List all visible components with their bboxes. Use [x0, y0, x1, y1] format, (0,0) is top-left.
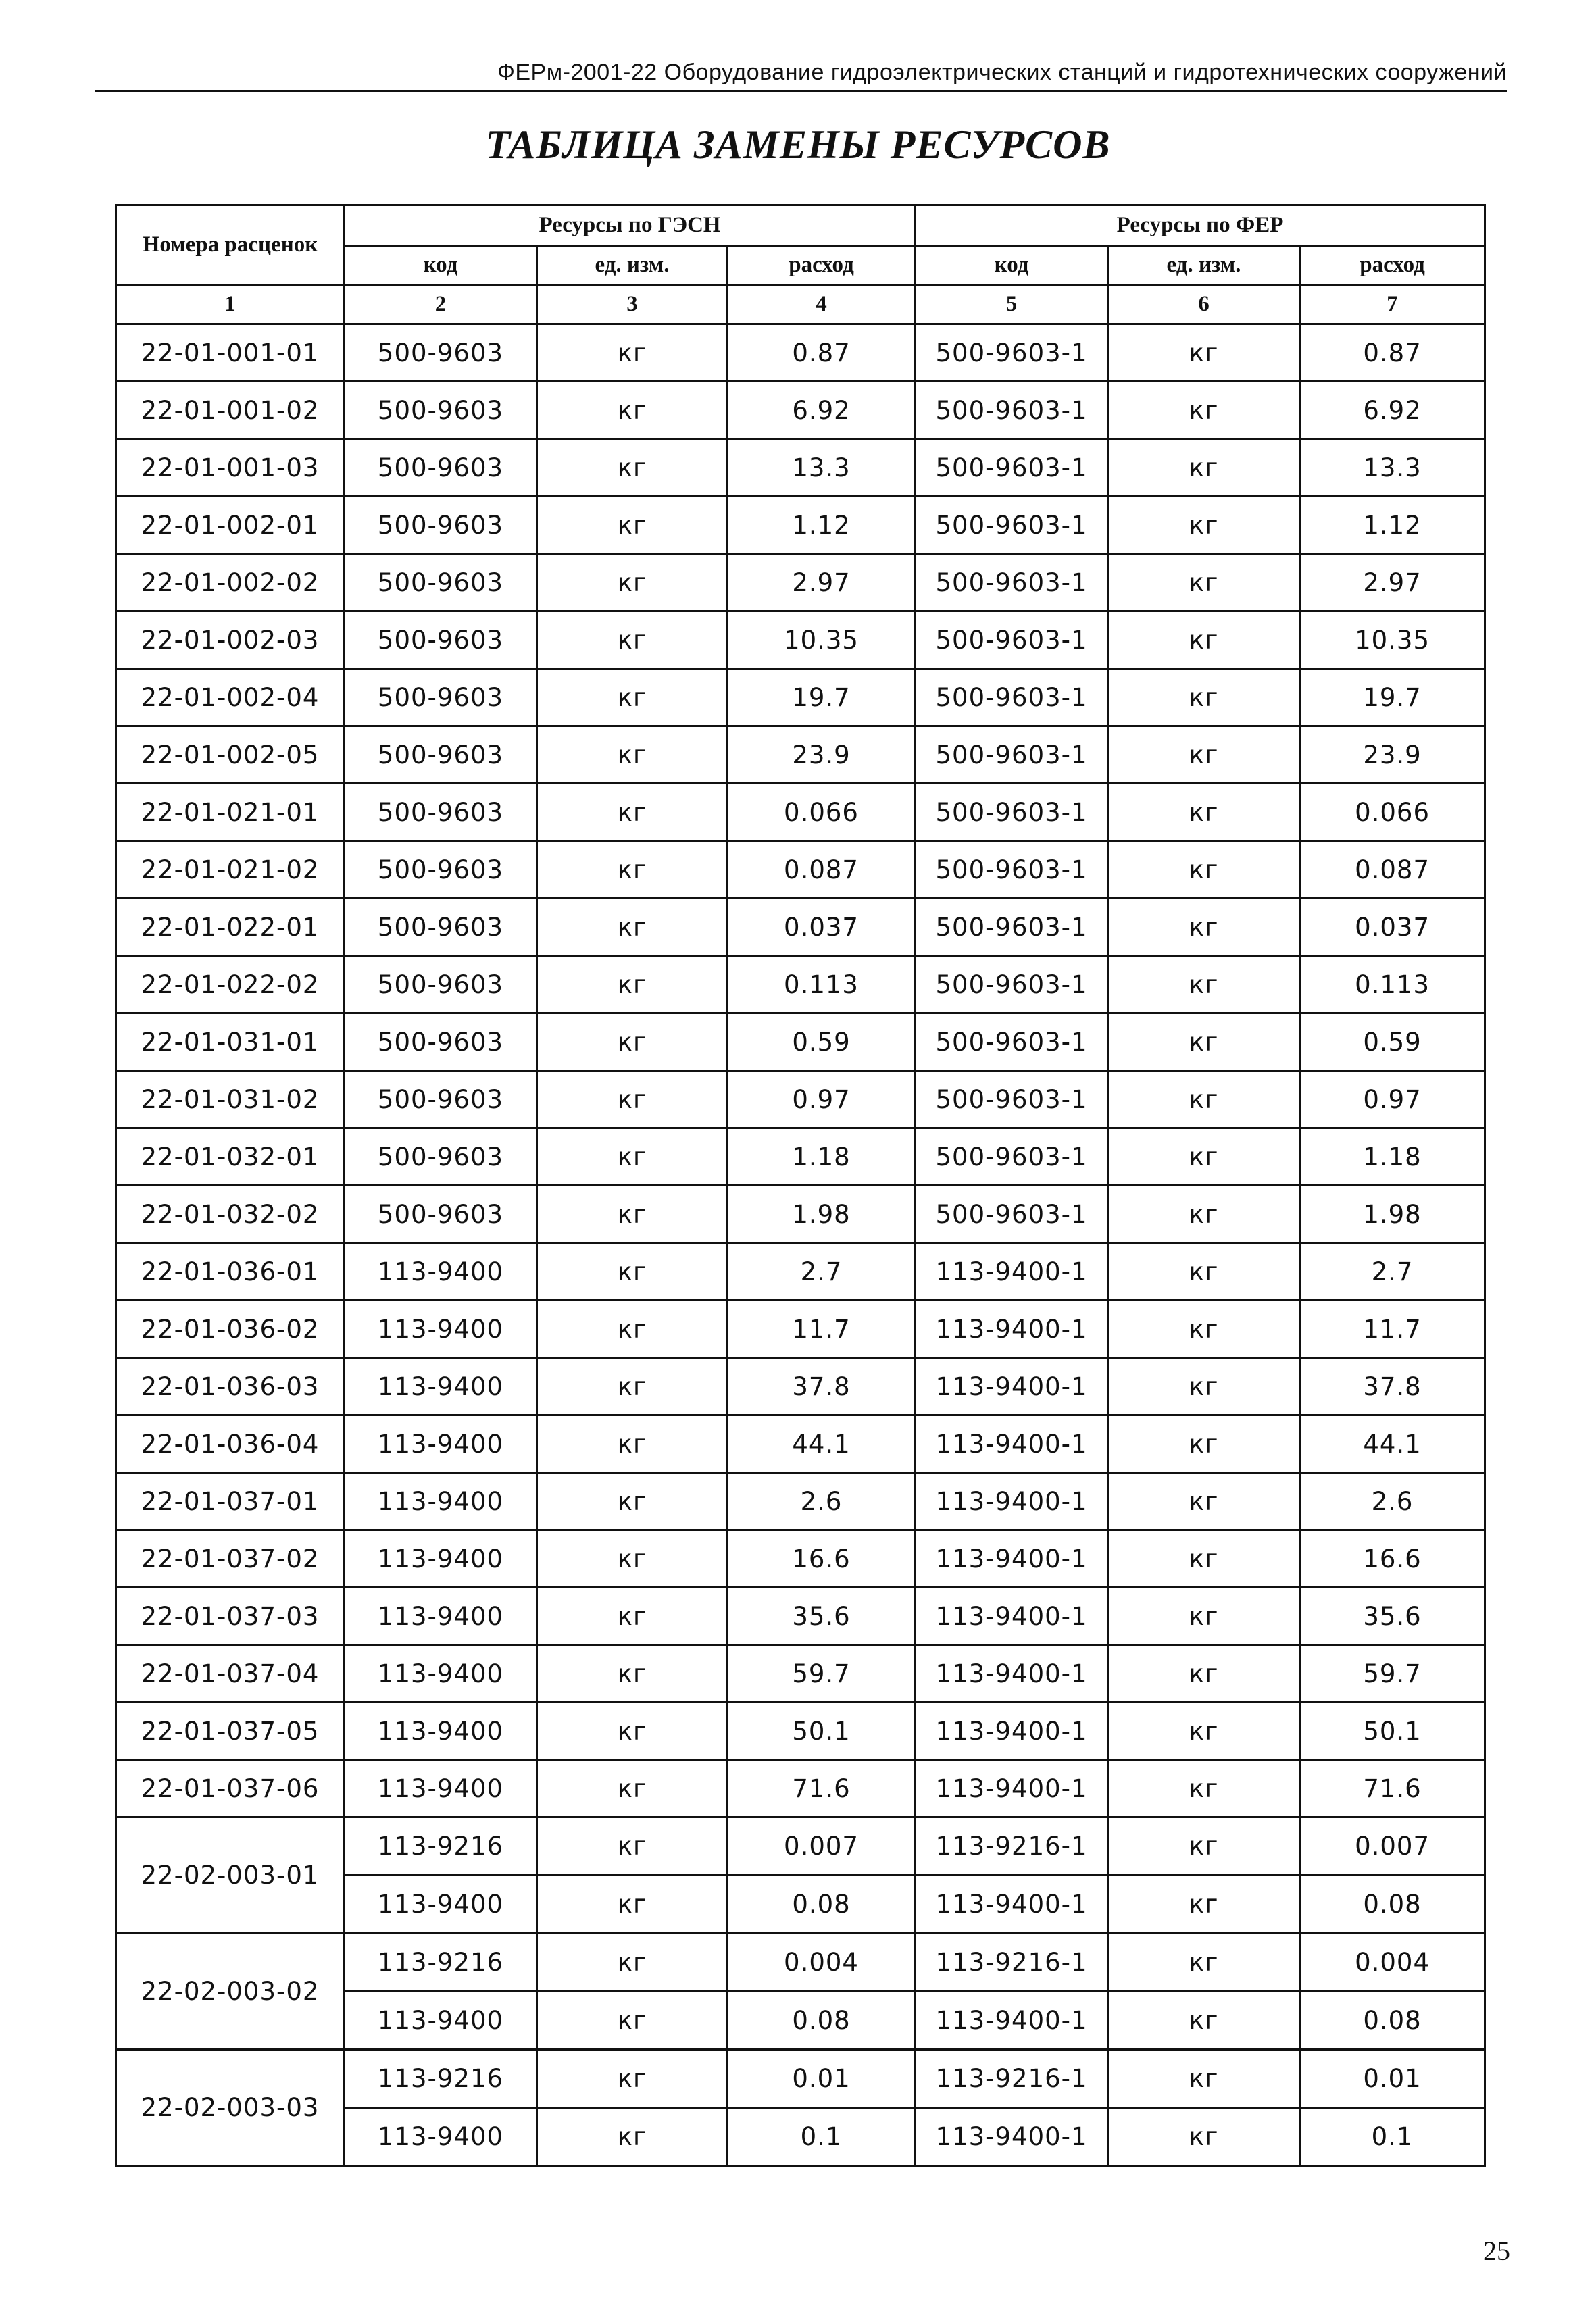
- fer-unit: кг: [1108, 324, 1300, 382]
- gesn-unit: кг: [537, 1817, 728, 1876]
- gesn-amount: 50.1: [728, 1703, 916, 1760]
- gesn-code: 113-9400: [345, 1358, 537, 1415]
- table-row: [116, 1934, 1485, 1992]
- gesn-amount: 11.7: [728, 1301, 916, 1358]
- gesn-unit: кг: [537, 439, 728, 497]
- gesn-unit: кг: [537, 1473, 728, 1530]
- table-row: [116, 784, 1485, 841]
- gesn-unit: кг: [537, 1128, 728, 1186]
- gesn-unit: кг: [537, 956, 728, 1013]
- rate-number: 22-01-001-01: [116, 324, 345, 382]
- table-row: [116, 726, 1485, 784]
- fer-code: 500-9603-1: [916, 1013, 1108, 1071]
- header-fer-resources: Ресурсы по ФЕР: [916, 205, 1485, 246]
- fer-unit: кг: [1108, 439, 1300, 497]
- gesn-unit: кг: [537, 1934, 728, 1992]
- gesn-amount: 59.7: [728, 1645, 916, 1703]
- rate-number: 22-01-036-02: [116, 1301, 345, 1358]
- fer-unit: кг: [1108, 1128, 1300, 1186]
- fer-amount: 2.6: [1300, 1473, 1485, 1530]
- gesn-code: 500-9603: [345, 956, 537, 1013]
- gesn-unit: кг: [537, 1530, 728, 1588]
- gesn-amount: 0.066: [728, 784, 916, 841]
- gesn-amount: 35.6: [728, 1588, 916, 1645]
- fer-code: 113-9400-1: [916, 1703, 1108, 1760]
- gesn-unit: кг: [537, 1992, 728, 2050]
- fer-unit: кг: [1108, 382, 1300, 439]
- gesn-unit: кг: [537, 2108, 728, 2166]
- fer-unit: кг: [1108, 1760, 1300, 1817]
- fer-amount: 11.7: [1300, 1301, 1485, 1358]
- fer-unit: кг: [1108, 1358, 1300, 1415]
- fer-unit: кг: [1108, 956, 1300, 1013]
- fer-unit: кг: [1108, 1013, 1300, 1071]
- table-row: [116, 554, 1485, 611]
- rate-number: 22-01-031-02: [116, 1071, 345, 1128]
- fer-unit: кг: [1108, 1817, 1300, 1876]
- fer-unit: кг: [1108, 1473, 1300, 1530]
- header-rate-numbers: Номера расценок: [116, 205, 345, 285]
- fer-code: 113-9400-1: [916, 1243, 1108, 1301]
- table-row: [116, 956, 1485, 1013]
- fer-amount: 71.6: [1300, 1760, 1485, 1817]
- gesn-amount: 1.12: [728, 497, 916, 554]
- gesn-unit: кг: [537, 611, 728, 669]
- fer-amount: 0.066: [1300, 784, 1485, 841]
- rate-number: 22-02-003-03: [116, 2050, 345, 2166]
- fer-amount: 0.01: [1300, 2050, 1485, 2108]
- rate-number: 22-01-032-02: [116, 1186, 345, 1243]
- fer-code: 113-9400-1: [916, 1588, 1108, 1645]
- gesn-code: 113-9400: [345, 2108, 537, 2166]
- fer-unit: кг: [1108, 899, 1300, 956]
- gesn-unit: кг: [537, 784, 728, 841]
- table-row: [116, 1645, 1485, 1703]
- fer-code: 113-9400-1: [916, 1645, 1108, 1703]
- fer-code: 113-9400-1: [916, 1876, 1108, 1934]
- fer-amount: 0.97: [1300, 1071, 1485, 1128]
- table-row: [116, 1588, 1485, 1645]
- table-row: [116, 1530, 1485, 1588]
- table-row: [116, 1703, 1485, 1760]
- fer-code: 500-9603-1: [916, 382, 1108, 439]
- fer-code: 500-9603-1: [916, 324, 1108, 382]
- fer-amount: 0.59: [1300, 1013, 1485, 1071]
- gesn-unit: кг: [537, 497, 728, 554]
- gesn-amount: 2.7: [728, 1243, 916, 1301]
- fer-unit: кг: [1108, 1186, 1300, 1243]
- gesn-unit: кг: [537, 1760, 728, 1817]
- gesn-amount: 37.8: [728, 1358, 916, 1415]
- gesn-amount: 0.113: [728, 956, 916, 1013]
- table-row: [116, 1128, 1485, 1186]
- gesn-code: 113-9400: [345, 1243, 537, 1301]
- gesn-unit: кг: [537, 1415, 728, 1473]
- column-number: 6: [1108, 285, 1300, 324]
- fer-unit: кг: [1108, 784, 1300, 841]
- fer-amount: 44.1: [1300, 1415, 1485, 1473]
- fer-code: 500-9603-1: [916, 439, 1108, 497]
- running-header: ФЕРм-2001-22 Оборудование гидроэлектрических станций и гидротехнических сооружений: [95, 59, 1507, 92]
- table-row: [116, 1013, 1485, 1071]
- rate-number: 22-01-001-03: [116, 439, 345, 497]
- fer-unit: кг: [1108, 1071, 1300, 1128]
- table-row: [116, 899, 1485, 956]
- gesn-amount: 44.1: [728, 1415, 916, 1473]
- gesn-amount: 23.9: [728, 726, 916, 784]
- gesn-code: 113-9400: [345, 1992, 537, 2050]
- rate-number: 22-01-036-01: [116, 1243, 345, 1301]
- fer-code: 500-9603-1: [916, 1071, 1108, 1128]
- rate-number: 22-01-037-04: [116, 1645, 345, 1703]
- gesn-unit: кг: [537, 1876, 728, 1934]
- table-row: [116, 1473, 1485, 1530]
- fer-code: 113-9216-1: [916, 1817, 1108, 1876]
- fer-unit: кг: [1108, 2050, 1300, 2108]
- fer-amount: 1.98: [1300, 1186, 1485, 1243]
- gesn-code: 500-9603: [345, 1186, 537, 1243]
- page-number: 25: [1483, 2236, 1510, 2266]
- gesn-amount: 0.08: [728, 1992, 916, 2050]
- gesn-code: 113-9400: [345, 1703, 537, 1760]
- fer-code: 500-9603-1: [916, 1186, 1108, 1243]
- rate-number: 22-01-032-01: [116, 1128, 345, 1186]
- fer-amount: 0.87: [1300, 324, 1485, 382]
- fer-code: 500-9603-1: [916, 554, 1108, 611]
- gesn-code: 500-9603: [345, 611, 537, 669]
- gesn-unit: кг: [537, 1186, 728, 1243]
- header-gesn-code: код: [345, 246, 537, 285]
- fer-code: 113-9400-1: [916, 1358, 1108, 1415]
- table-row: [116, 497, 1485, 554]
- rate-number: 22-01-037-01: [116, 1473, 345, 1530]
- rate-number: 22-01-002-01: [116, 497, 345, 554]
- gesn-amount: 19.7: [728, 669, 916, 726]
- table-row: [116, 611, 1485, 669]
- gesn-amount: 6.92: [728, 382, 916, 439]
- fer-code: 113-9400-1: [916, 2108, 1108, 2166]
- table-row: [116, 1358, 1485, 1415]
- gesn-unit: кг: [537, 726, 728, 784]
- fer-amount: 23.9: [1300, 726, 1485, 784]
- header-fer-amount: расход: [1300, 246, 1485, 285]
- gesn-code: 113-9216: [345, 2050, 537, 2108]
- rate-number: 22-01-002-04: [116, 669, 345, 726]
- fer-unit: кг: [1108, 1301, 1300, 1358]
- fer-amount: 0.08: [1300, 1876, 1485, 1934]
- fer-unit: кг: [1108, 2108, 1300, 2166]
- table-row: [116, 841, 1485, 899]
- gesn-code: 113-9400: [345, 1645, 537, 1703]
- rate-number: 22-02-003-02: [116, 1934, 345, 2050]
- table-row: [116, 1071, 1485, 1128]
- rate-number: 22-01-002-02: [116, 554, 345, 611]
- gesn-code: 113-9216: [345, 1817, 537, 1876]
- fer-unit: кг: [1108, 1876, 1300, 1934]
- fer-code: 113-9400-1: [916, 1760, 1108, 1817]
- table-row: [116, 324, 1485, 382]
- fer-code: 113-9400-1: [916, 1473, 1108, 1530]
- fer-amount: 19.7: [1300, 669, 1485, 726]
- gesn-code: 500-9603: [345, 497, 537, 554]
- fer-amount: 16.6: [1300, 1530, 1485, 1588]
- fer-unit: кг: [1108, 554, 1300, 611]
- fer-code: 500-9603-1: [916, 1128, 1108, 1186]
- rate-number: 22-01-001-02: [116, 382, 345, 439]
- gesn-unit: кг: [537, 324, 728, 382]
- fer-unit: кг: [1108, 1703, 1300, 1760]
- header-fer-unit: ед. изм.: [1108, 246, 1300, 285]
- fer-unit: кг: [1108, 841, 1300, 899]
- gesn-code: 113-9400: [345, 1760, 537, 1817]
- column-number: 1: [116, 285, 345, 324]
- rate-number: 22-01-021-02: [116, 841, 345, 899]
- gesn-amount: 2.97: [728, 554, 916, 611]
- fer-unit: кг: [1108, 1645, 1300, 1703]
- rate-number: 22-01-002-05: [116, 726, 345, 784]
- column-number: 2: [345, 285, 537, 324]
- fer-code: 113-9400-1: [916, 1530, 1108, 1588]
- fer-code: 113-9400-1: [916, 1992, 1108, 2050]
- fer-code: 113-9216-1: [916, 2050, 1108, 2108]
- gesn-code: 500-9603: [345, 1128, 537, 1186]
- gesn-unit: кг: [537, 554, 728, 611]
- gesn-unit: кг: [537, 841, 728, 899]
- fer-amount: 1.12: [1300, 497, 1485, 554]
- gesn-amount: 0.59: [728, 1013, 916, 1071]
- rate-number: 22-01-022-02: [116, 956, 345, 1013]
- gesn-code: 113-9400: [345, 1876, 537, 1934]
- fer-code: 500-9603-1: [916, 956, 1108, 1013]
- gesn-amount: 1.98: [728, 1186, 916, 1243]
- fer-unit: кг: [1108, 669, 1300, 726]
- gesn-amount: 16.6: [728, 1530, 916, 1588]
- fer-amount: 0.08: [1300, 1992, 1485, 2050]
- page-title: ТАБЛИЦА ЗАМЕНЫ РЕСУРСОВ: [485, 122, 1111, 167]
- gesn-code: 500-9603: [345, 439, 537, 497]
- gesn-amount: 0.004: [728, 1934, 916, 1992]
- fer-unit: кг: [1108, 1415, 1300, 1473]
- gesn-unit: кг: [537, 2050, 728, 2108]
- fer-unit: кг: [1108, 1530, 1300, 1588]
- table-row: [116, 2050, 1485, 2108]
- fer-unit: кг: [1108, 1992, 1300, 2050]
- fer-amount: 0.1: [1300, 2108, 1485, 2166]
- fer-amount: 0.004: [1300, 1934, 1485, 1992]
- gesn-amount: 1.18: [728, 1128, 916, 1186]
- gesn-code: 500-9603: [345, 1071, 537, 1128]
- gesn-code: 500-9603: [345, 784, 537, 841]
- gesn-amount: 0.01: [728, 2050, 916, 2108]
- gesn-code: 113-9400: [345, 1588, 537, 1645]
- fer-code: 113-9400-1: [916, 1301, 1108, 1358]
- gesn-amount: 10.35: [728, 611, 916, 669]
- gesn-unit: кг: [537, 1703, 728, 1760]
- table-row: [116, 669, 1485, 726]
- gesn-unit: кг: [537, 1013, 728, 1071]
- fer-amount: 35.6: [1300, 1588, 1485, 1645]
- fer-code: 500-9603-1: [916, 726, 1108, 784]
- gesn-amount: 0.87: [728, 324, 916, 382]
- gesn-unit: кг: [537, 1071, 728, 1128]
- gesn-amount: 0.007: [728, 1817, 916, 1876]
- fer-code: 500-9603-1: [916, 899, 1108, 956]
- table-row: [116, 1415, 1485, 1473]
- column-number: 7: [1300, 285, 1485, 324]
- rate-number: 22-01-037-05: [116, 1703, 345, 1760]
- fer-amount: 13.3: [1300, 439, 1485, 497]
- gesn-unit: кг: [537, 382, 728, 439]
- gesn-code: 500-9603: [345, 669, 537, 726]
- fer-amount: 0.087: [1300, 841, 1485, 899]
- resource-replacement-table: [115, 204, 1486, 2167]
- rate-number: 22-01-037-06: [116, 1760, 345, 1817]
- fer-code: 500-9603-1: [916, 497, 1108, 554]
- gesn-amount: 13.3: [728, 439, 916, 497]
- fer-amount: 2.7: [1300, 1243, 1485, 1301]
- fer-unit: кг: [1108, 1243, 1300, 1301]
- table-row: [116, 1817, 1485, 1876]
- rate-number: 22-01-022-01: [116, 899, 345, 956]
- gesn-amount: 0.037: [728, 899, 916, 956]
- fer-amount: 0.037: [1300, 899, 1485, 956]
- header-fer-code: код: [916, 246, 1108, 285]
- gesn-code: 113-9400: [345, 1473, 537, 1530]
- gesn-amount: 0.087: [728, 841, 916, 899]
- gesn-unit: кг: [537, 1243, 728, 1301]
- gesn-unit: кг: [537, 899, 728, 956]
- table-row: [116, 382, 1485, 439]
- gesn-code: 113-9216: [345, 1934, 537, 1992]
- fer-amount: 59.7: [1300, 1645, 1485, 1703]
- table-row: [116, 439, 1485, 497]
- rate-number: 22-02-003-01: [116, 1817, 345, 1934]
- fer-unit: кг: [1108, 726, 1300, 784]
- rate-number: 22-01-036-04: [116, 1415, 345, 1473]
- gesn-code: 500-9603: [345, 899, 537, 956]
- fer-amount: 0.007: [1300, 1817, 1485, 1876]
- fer-amount: 10.35: [1300, 611, 1485, 669]
- fer-amount: 0.113: [1300, 956, 1485, 1013]
- fer-amount: 50.1: [1300, 1703, 1485, 1760]
- gesn-code: 500-9603: [345, 1013, 537, 1071]
- rate-number: 22-01-036-03: [116, 1358, 345, 1415]
- header-gesn-resources: Ресурсы по ГЭСН: [345, 205, 916, 246]
- gesn-code: 500-9603: [345, 726, 537, 784]
- table-row: [116, 1243, 1485, 1301]
- gesn-unit: кг: [537, 669, 728, 726]
- table-row: [116, 1760, 1485, 1817]
- gesn-unit: кг: [537, 1301, 728, 1358]
- gesn-unit: кг: [537, 1358, 728, 1415]
- fer-amount: 37.8: [1300, 1358, 1485, 1415]
- gesn-code: 113-9400: [345, 1415, 537, 1473]
- fer-code: 500-9603-1: [916, 784, 1108, 841]
- rate-number: 22-01-037-02: [116, 1530, 345, 1588]
- gesn-amount: 0.08: [728, 1876, 916, 1934]
- gesn-code: 500-9603: [345, 841, 537, 899]
- fer-amount: 2.97: [1300, 554, 1485, 611]
- gesn-amount: 0.1: [728, 2108, 916, 2166]
- fer-amount: 6.92: [1300, 382, 1485, 439]
- gesn-code: 113-9400: [345, 1301, 537, 1358]
- header-gesn-amount: расход: [728, 246, 916, 285]
- column-number: 3: [537, 285, 728, 324]
- rate-number: 22-01-002-03: [116, 611, 345, 669]
- gesn-unit: кг: [537, 1645, 728, 1703]
- table-row: [116, 1301, 1485, 1358]
- table-row: [116, 1186, 1485, 1243]
- column-number: 4: [728, 285, 916, 324]
- fer-code: 500-9603-1: [916, 669, 1108, 726]
- fer-code: 500-9603-1: [916, 841, 1108, 899]
- header-gesn-unit: ед. изм.: [537, 246, 728, 285]
- gesn-code: 500-9603: [345, 324, 537, 382]
- rate-number: 22-01-021-01: [116, 784, 345, 841]
- column-number: 5: [916, 285, 1108, 324]
- fer-amount: 1.18: [1300, 1128, 1485, 1186]
- fer-code: 113-9216-1: [916, 1934, 1108, 1992]
- fer-unit: кг: [1108, 1588, 1300, 1645]
- fer-unit: кг: [1108, 611, 1300, 669]
- fer-code: 113-9400-1: [916, 1415, 1108, 1473]
- gesn-amount: 71.6: [728, 1760, 916, 1817]
- gesn-code: 500-9603: [345, 554, 537, 611]
- fer-code: 500-9603-1: [916, 611, 1108, 669]
- gesn-amount: 2.6: [728, 1473, 916, 1530]
- gesn-code: 500-9603: [345, 382, 537, 439]
- fer-unit: кг: [1108, 497, 1300, 554]
- gesn-unit: кг: [537, 1588, 728, 1645]
- rate-number: 22-01-037-03: [116, 1588, 345, 1645]
- rate-number: 22-01-031-01: [116, 1013, 345, 1071]
- fer-unit: кг: [1108, 1934, 1300, 1992]
- gesn-amount: 0.97: [728, 1071, 916, 1128]
- gesn-code: 113-9400: [345, 1530, 537, 1588]
